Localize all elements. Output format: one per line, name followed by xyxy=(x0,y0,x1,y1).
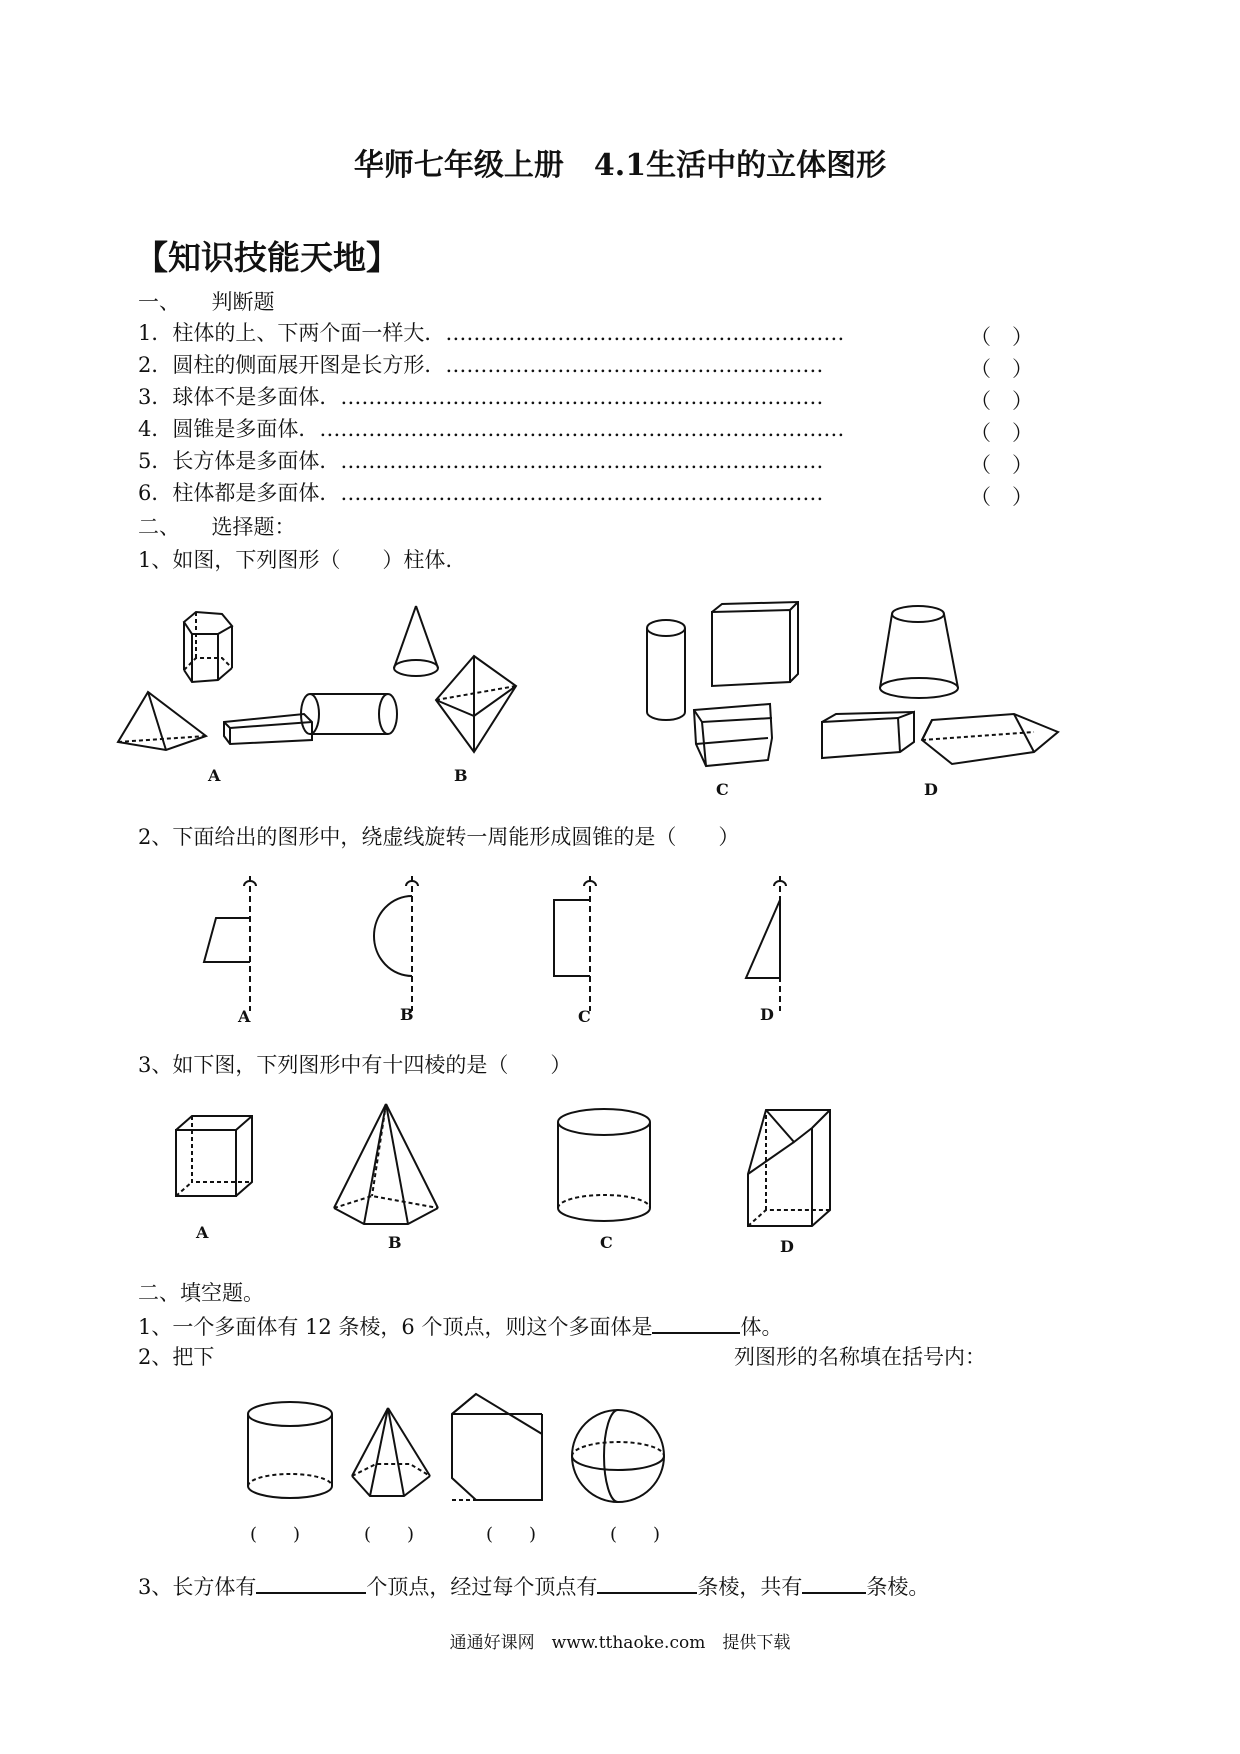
name-paren: ( ) xyxy=(250,1524,301,1545)
answer-blank[interactable] xyxy=(597,1570,697,1594)
svg-text:B: B xyxy=(388,1233,402,1252)
truncated-prism-shape xyxy=(748,1110,830,1226)
rotation-figure-d xyxy=(716,856,842,1026)
long-cuboid-shape xyxy=(822,712,914,758)
page-title: 华师七年级上册 4.1生活中的立体图形 xyxy=(353,148,887,183)
name-paren: ( ) xyxy=(610,1524,661,1545)
edges-figure-a xyxy=(156,1100,278,1250)
cube-shape xyxy=(712,602,798,686)
triangular-prism-shape xyxy=(452,1394,542,1500)
svg-text:C: C xyxy=(578,1007,591,1026)
answer-paren[interactable]: （ ） xyxy=(970,421,1033,445)
pentagonal-pyramid-shape xyxy=(334,1104,438,1224)
answer-paren[interactable]: （ ） xyxy=(970,485,1033,509)
rotation-figure-c xyxy=(532,856,628,1026)
tf-item: 5．长方体是多面体．…………………………………………………………… xyxy=(138,449,824,473)
solids-figure-ab xyxy=(98,592,566,788)
footer-text: 通通好课网 www.tthaoke.com 提供下载 xyxy=(449,1633,791,1653)
question-3: 3、如下图，下列图形中有十四棱的是（ ） xyxy=(138,1053,572,1077)
rotation-arrow-icon xyxy=(406,881,418,886)
edges-figure-d xyxy=(736,1098,840,1258)
tf-item: 4．圆锥是多面体．………………………………………………………………… xyxy=(138,417,845,441)
svg-text:A: A xyxy=(196,1223,209,1242)
rotation-arrow-icon xyxy=(774,881,786,886)
rotation-figure-b xyxy=(342,856,454,1026)
name-paren: ( ) xyxy=(486,1524,537,1545)
tf-item: 1．柱体的上、下两个面一样大．………………………………………………… xyxy=(138,321,845,345)
figure-label-a: A xyxy=(208,766,221,785)
rotation-arrow-icon xyxy=(584,881,596,886)
svg-text:C: C xyxy=(600,1233,613,1252)
figure-label-d: D xyxy=(924,780,938,799)
answer-paren[interactable]: （ ） xyxy=(970,453,1033,477)
cube-shape xyxy=(176,1116,252,1196)
cone-shape xyxy=(394,606,438,676)
solids-figure-cd xyxy=(622,592,1074,802)
name-paren: ( ) xyxy=(364,1524,415,1545)
fill-question-2-end: 列图形的名称填在括号内： xyxy=(734,1345,986,1369)
answer-paren[interactable]: （ ） xyxy=(970,357,1033,381)
fill-question-1: 1、一个多面体有 12 条棱，6 个顶点，则这个多面体是 体。 xyxy=(138,1310,782,1342)
fill-question-3: 3、长方体有 个顶点，经过每个顶点有 条棱，共有 条棱。 xyxy=(138,1570,929,1602)
answer-paren[interactable]: （ ） xyxy=(970,389,1033,413)
edges-figure-c xyxy=(548,1098,662,1254)
section-heading: 【知识技能天地】 xyxy=(135,238,399,277)
svg-text:D: D xyxy=(760,1005,774,1024)
pyramid-shape xyxy=(118,692,206,750)
octahedron-shape xyxy=(436,656,516,752)
answer-paren[interactable]: （ ） xyxy=(970,325,1033,349)
answer-blank[interactable] xyxy=(802,1570,866,1594)
question-1: 1、如图，下列图形（ ）柱体. xyxy=(138,548,453,572)
cylinder-upright-shape xyxy=(558,1109,650,1221)
fill-question-2-start: 2、把下 xyxy=(138,1345,215,1369)
question-2: 2、下面给出的图形中，绕虚线旋转一周能形成圆锥的是（ ） xyxy=(138,825,740,849)
svg-text:A: A xyxy=(238,1007,251,1026)
tf-item: 2．圆柱的侧面展开图是长方形．……………………………………………… xyxy=(138,353,824,377)
sphere-shape xyxy=(572,1410,664,1502)
triangular-prism-shape xyxy=(922,714,1058,764)
part1-heading: 一、 判断题 xyxy=(138,290,275,314)
frustum-shape xyxy=(880,606,958,698)
cylinder-upright-shape xyxy=(647,620,685,720)
cylinder-upright-shape xyxy=(248,1402,332,1498)
slanted-prism-shape xyxy=(694,704,772,766)
answer-blank[interactable] xyxy=(652,1310,740,1334)
svg-text:B: B xyxy=(400,1005,414,1024)
answer-blank[interactable] xyxy=(256,1570,366,1594)
hexagonal-pyramid-shape xyxy=(352,1408,430,1496)
part3-heading: 二、填空题。 xyxy=(138,1281,264,1305)
figure-label-b: B xyxy=(454,766,468,785)
tf-item: 3．球体不是多面体．…………………………………………………………… xyxy=(138,385,824,409)
rotation-arrow-icon xyxy=(244,881,256,886)
tf-item: 6．柱体都是多面体．…………………………………………………………… xyxy=(138,481,824,505)
hexagonal-prism-shape xyxy=(184,612,232,682)
edges-figure-b xyxy=(324,1096,452,1254)
figure-label-c: C xyxy=(716,780,729,799)
rotation-figure-a xyxy=(158,856,288,1026)
solids-naming-figure xyxy=(230,1374,714,1558)
cuboid-shape xyxy=(224,714,312,744)
cylinder-shape xyxy=(301,694,397,734)
part2-heading: 二、 选择题： xyxy=(138,515,296,539)
svg-text:D: D xyxy=(780,1237,794,1256)
